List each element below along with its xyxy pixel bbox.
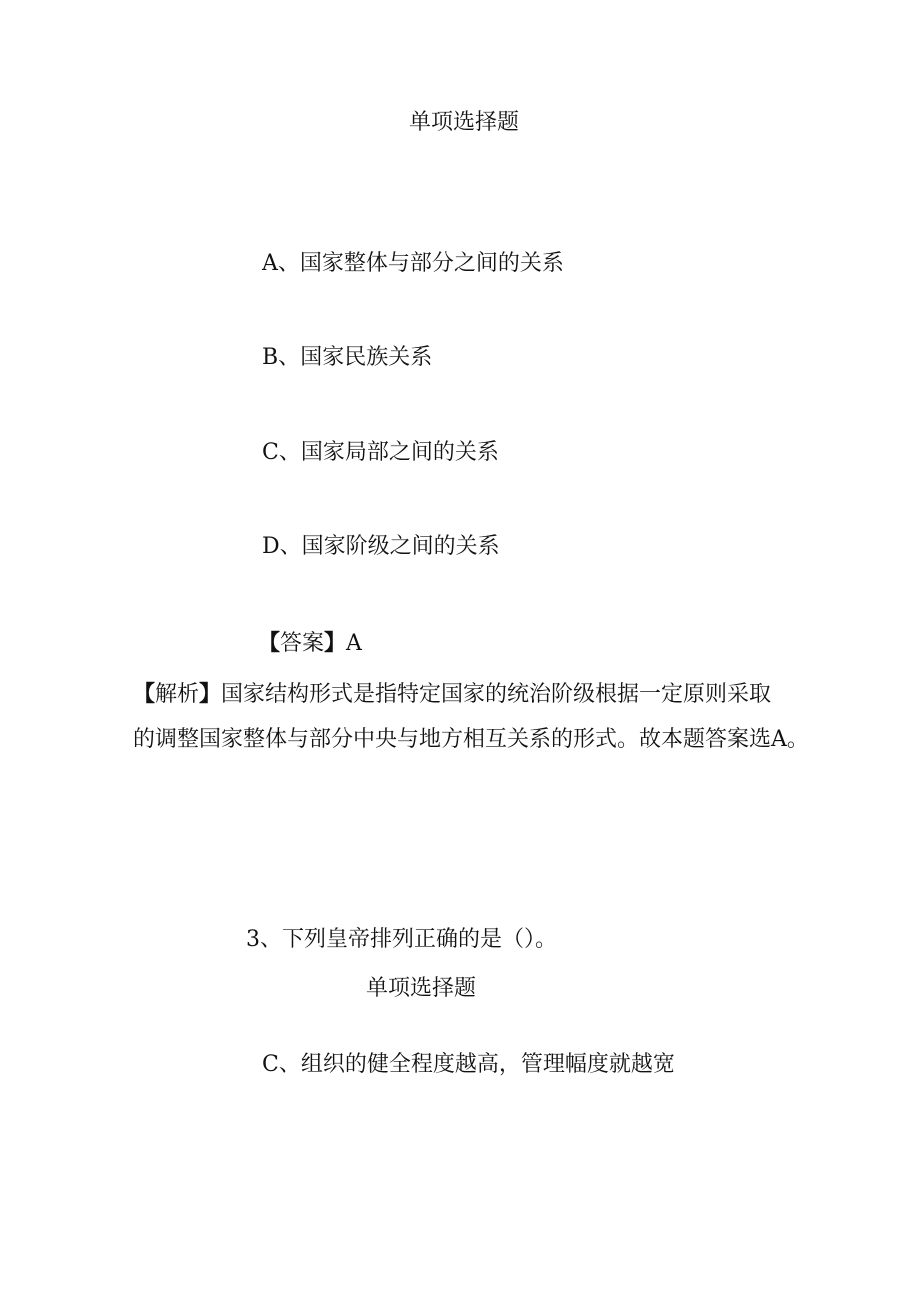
answer-line — [258, 628, 362, 659]
option-letter: C — [262, 1052, 279, 1077]
option-letter: D — [262, 534, 280, 559]
option-c — [262, 438, 499, 468]
answer-open-bracket: 【 — [258, 630, 281, 656]
answer-label: 答案 — [280, 631, 325, 656]
option-separator: 、 — [278, 1052, 301, 1077]
question-separator: 、 — [260, 927, 283, 952]
option-c-q3 — [262, 1050, 675, 1080]
option-separator: 、 — [278, 345, 301, 370]
answer-value: A — [346, 631, 362, 656]
question-type-label: 单项选择题 — [409, 110, 520, 135]
option-separator: 、 — [277, 251, 300, 276]
option-separator: 、 — [278, 440, 301, 465]
question-type-label-2: 单项选择题 — [366, 976, 477, 1001]
option-text: 国家民族关系 — [300, 345, 433, 370]
analysis-open-bracket: 【 — [133, 681, 156, 707]
option-letter: A — [262, 251, 278, 276]
option-text: 组织的健全程度越高，管理幅度就越宽 — [300, 1052, 675, 1077]
option-letter: C — [262, 440, 279, 465]
option-d — [262, 532, 500, 562]
analysis-line-2: 的调整国家整体与部分中央与地方相互关系的形式。故本题答案选A。 — [133, 727, 809, 752]
option-separator: 、 — [279, 534, 302, 559]
analysis-line-1 — [133, 679, 771, 710]
question-3 — [246, 925, 557, 955]
analysis-label: 解析 — [155, 682, 200, 707]
option-text: 国家阶级之间的关系 — [301, 534, 500, 559]
question-number: 3 — [246, 927, 260, 952]
analysis-close-bracket: 】 — [199, 681, 222, 707]
answer-close-bracket: 】 — [324, 630, 347, 656]
option-b — [262, 343, 432, 373]
option-letter: B — [262, 345, 279, 370]
option-a — [262, 249, 564, 279]
option-text: 国家整体与部分之间的关系 — [299, 251, 564, 276]
analysis-text: 国家结构形式是指特定国家的统治阶级根据一定原则采取 — [221, 682, 772, 707]
option-text: 国家局部之间的关系 — [300, 440, 499, 465]
question-text: 下列皇帝排列正确的是（）。 — [282, 927, 558, 952]
